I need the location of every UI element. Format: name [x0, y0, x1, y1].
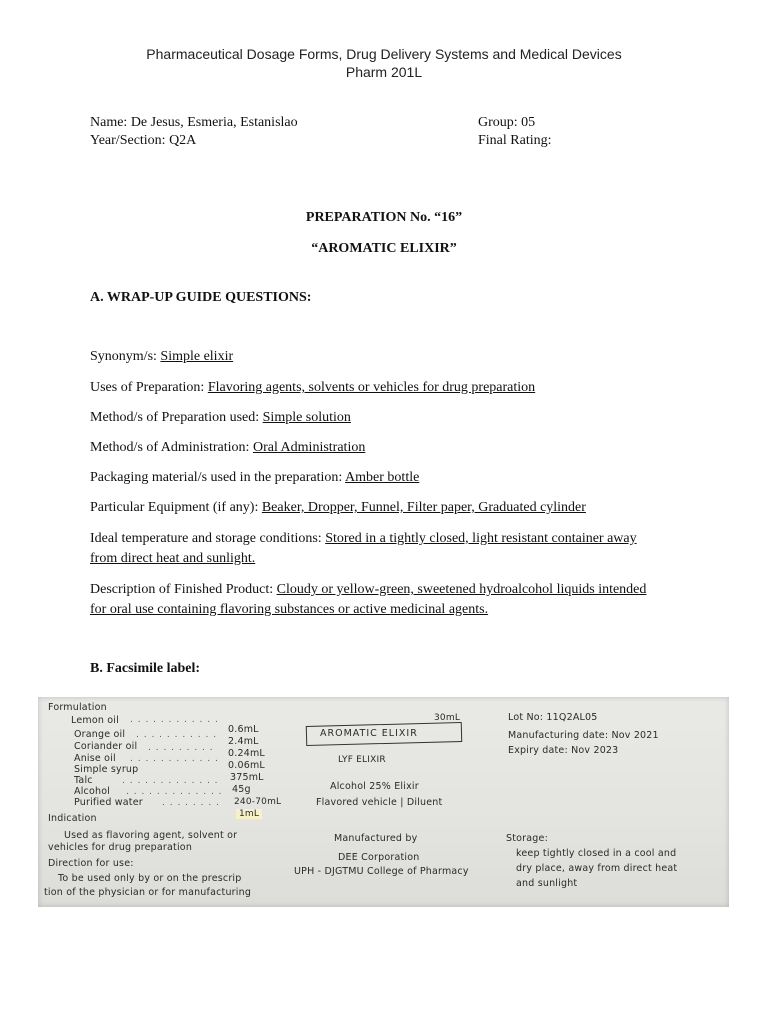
qa-method-preparation — [90, 410, 351, 426]
alt-product-name: LYF ELIXIR — [338, 755, 386, 765]
direction-text: tion of the physician or for manufacturing — [44, 887, 252, 898]
leader-dots: . . . . . . . . . . . . — [130, 715, 219, 725]
ingredient-name: Coriander oil — [74, 741, 138, 752]
manufacturing-date: Manufacturing date: Nov 2021 — [508, 730, 659, 741]
water-note: 1mL — [236, 809, 262, 819]
storage-text: keep tightly closed in a cool and — [516, 848, 677, 859]
ingredient-name: Alcohol — [74, 786, 111, 797]
qa-answer: Simple solution — [262, 410, 351, 425]
product-name: AROMATIC ELIXIR — [320, 728, 418, 739]
indication-text: Used as flavoring agent, solvent or — [64, 830, 238, 841]
qa-label: Particular Equipment (if any): — [90, 500, 262, 515]
qa-description — [90, 580, 660, 620]
qa-label: Ideal temperature and storage conditions: — [90, 531, 326, 546]
vehicle-type: Flavored vehicle | Diluent — [316, 797, 443, 808]
qa-answer: Stored in a tightly closed, light resistant container away from direct heat and sunlight. — [90, 531, 637, 566]
qa-uses — [90, 380, 535, 396]
ingredient-amount: 0.24mL — [228, 748, 265, 759]
section-b-heading: B. Facsimile label: — [90, 661, 201, 676]
ingredient-amount: 2.4mL — [228, 736, 259, 747]
qa-answer: Cloudy or yellow-green, sweetened hydroalcohol liquids intended for oral use containing flavoring substances or active medicinal agents. — [90, 582, 647, 617]
qa-label: Uses of Preparation: — [90, 380, 208, 395]
ingredient-name: Anise oil — [74, 753, 116, 764]
storage-text: and sunlight — [516, 878, 578, 889]
college-name: UPH - DJGTMU College of Pharmacy — [294, 866, 469, 877]
qa-storage — [90, 529, 660, 569]
qa-label: Description of Finished Product: — [90, 582, 277, 597]
ingredient-name: Purified water — [74, 797, 143, 808]
qa-label: Packaging material/s used in the preparation: — [90, 470, 346, 485]
company-name: DEE Corporation — [338, 852, 420, 863]
ingredient-amount: 0.06mL — [228, 760, 265, 771]
alcohol-content: Alcohol 25% Elixir — [330, 781, 419, 792]
qa-label: Method/s of Preparation used: — [90, 410, 263, 425]
preparation-title: “AROMATIC ELIXIR” — [311, 241, 457, 256]
ingredient-name: Orange oil — [74, 729, 126, 740]
leader-dots: . . . . . . . . . — [148, 743, 214, 753]
qa-answer: Oral Administration — [252, 440, 366, 455]
qa-answer: Beaker, Dropper, Funnel, Filter paper, Graduated cylinder — [261, 500, 586, 515]
storage-text: dry place, away from direct heat — [516, 863, 678, 874]
volume: 30mL — [434, 713, 461, 723]
leader-dots: . . . . . . . . . . . . — [130, 754, 219, 764]
leader-dots: . . . . . . . . — [162, 798, 220, 808]
qa-packaging — [90, 470, 419, 486]
section-a-heading: A. WRAP-UP GUIDE QUESTIONS: — [90, 290, 312, 305]
facsimile-label-image — [38, 697, 729, 907]
qa-label: Synonym/s: — [90, 349, 161, 364]
ingredient-name: Talc — [74, 775, 93, 786]
qa-answer: Simple elixir — [160, 349, 234, 364]
preparation-number: PREPARATION No. “16” — [305, 210, 463, 225]
qa-label: Method/s of Administration: — [90, 440, 253, 455]
qa-equipment — [90, 500, 586, 516]
leader-dots: . . . . . . . . . . . — [136, 730, 218, 740]
expiry-date: Expiry date: Nov 2023 — [508, 745, 619, 756]
qa-answer: Amber bottle — [345, 470, 420, 485]
qa-method-administration — [90, 440, 365, 456]
formulation-title: Formulation — [48, 702, 107, 713]
direction-title: Direction for use: — [48, 858, 134, 869]
student-names: Name: De Jesus, Esmeria, Estanislao — [90, 115, 298, 130]
indication-title: Indication — [48, 813, 97, 824]
group-number: Group: 05 — [478, 115, 536, 130]
ingredient-name: Simple syrup — [74, 764, 139, 775]
direction-text: To be used only by or on the prescrip — [58, 873, 242, 884]
ingredient-name: Lemon oil — [71, 715, 119, 726]
storage-title: Storage: — [506, 833, 548, 844]
year-section: Year/Section: Q2A — [90, 133, 197, 148]
ingredient-amount: 0.6mL — [228, 724, 259, 735]
lot-number: Lot No: 11Q2AL05 — [508, 712, 598, 723]
qa-answer: Flavoring agents, solvents or vehicles for drug preparation — [207, 380, 536, 395]
ingredient-amount: 375mL — [230, 772, 264, 783]
final-rating: Final Rating: — [478, 133, 552, 148]
qa-synonyms — [90, 349, 233, 365]
indication-text: vehicles for drug preparation — [48, 842, 193, 853]
ingredient-amount: 240-70mL — [234, 797, 282, 807]
manufactured-by: Manufactured by — [334, 833, 418, 844]
course-code: Pharm 201L — [345, 64, 423, 80]
ingredient-amount: 45g — [232, 784, 251, 795]
leader-dots: . . . . . . . . . . . . . — [126, 787, 223, 797]
leader-dots: . . . . . . . . . . . . . — [122, 776, 219, 786]
course-title: Pharmaceutical Dosage Forms, Drug Delivery Systems and Medical Devices — [146, 46, 622, 62]
